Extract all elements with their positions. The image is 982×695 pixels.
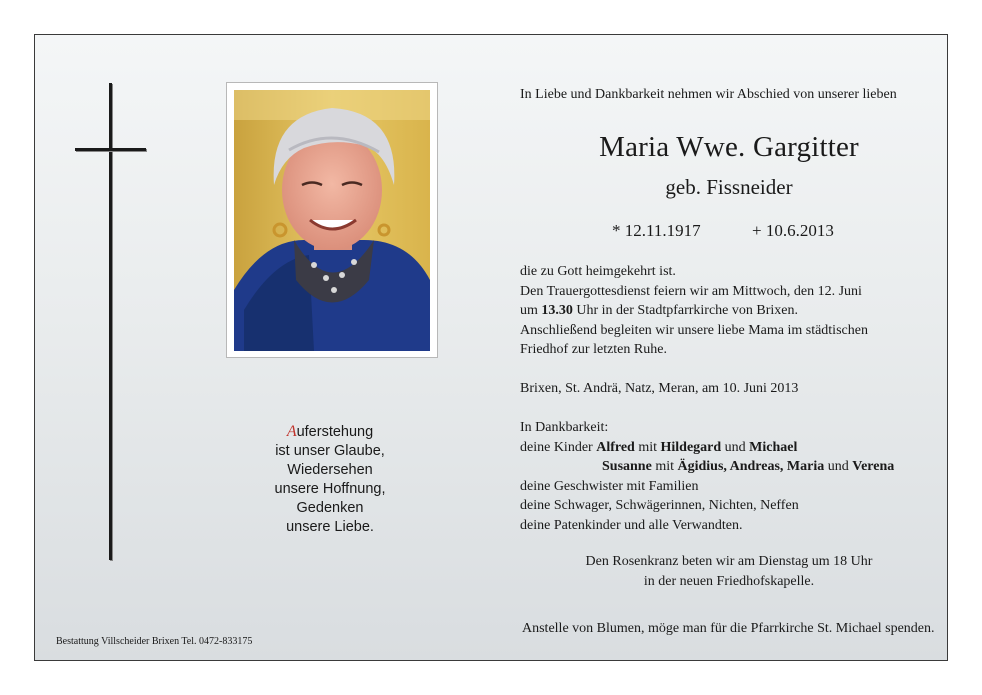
service-line-1: die zu Gott heimgekehrt ist. [520, 264, 676, 279]
connector-mit: mit [634, 439, 661, 455]
service-time: 13.30 [541, 303, 573, 318]
rosary-line-2: in der neuen Friedhofskapelle. [643, 573, 815, 589]
mourners-line-5: deine Patenkinder und alle Verwandten. [520, 517, 743, 533]
service-line-4: Anschließend begleiten wir unsere liebe Mama im städtischen [520, 322, 868, 338]
child-michael: Michael [749, 439, 798, 455]
maiden-name: geb. Fissneider [665, 175, 793, 199]
deceased-name: Maria Wwe. Gargitter [599, 131, 859, 163]
verse-line-1-rest: uferstehung [296, 424, 374, 440]
service-line-3 [520, 301, 868, 321]
memorial-verse [250, 422, 410, 537]
verse-line-3: Wiedersehen [287, 462, 373, 478]
undertaker-contact: Bestattung Villscheider Brixen Tel. 0472-833175 [56, 636, 253, 647]
verse-line-2: ist unser Glaube, [275, 443, 385, 459]
birth-date: * 12.11.1917 [612, 221, 701, 240]
verse-line-6: unsere Liebe. [286, 519, 374, 535]
mourners-children-line [520, 438, 894, 458]
cross-icon-crossbar [75, 148, 146, 151]
family-verena: Verena [852, 459, 895, 474]
verse-line-1 [250, 422, 410, 442]
portrait-photo [234, 90, 430, 351]
mourners-line-3: deine Geschwister mit Familien [520, 478, 699, 494]
service-line-2: Den Trauergottesdienst feiern wir am Mittwoch, den 12. Juni [520, 283, 862, 299]
service-line-3-pre: um [520, 303, 542, 318]
portrait-frame [226, 82, 438, 358]
service-line-5: Friedhof zur letzten Ruhe. [520, 342, 667, 357]
mourners-susanne-line [520, 457, 894, 477]
service-line-3-post: Uhr in der Stadtpfarrkirche von Brixen. [572, 303, 798, 318]
children-prefix: deine Kinder [520, 439, 597, 455]
donation-note: Anstelle von Blumen, möge man für die Pfarrkirche St. Michael spenden. [522, 621, 935, 636]
cross-icon [109, 83, 112, 560]
connector-und: und [721, 439, 750, 455]
connector-und-2: und [824, 459, 853, 474]
death-date: + 10.6.2013 [752, 221, 834, 240]
verse-initial: A [286, 423, 297, 440]
rosary-notice [520, 552, 938, 591]
child-alfred: Alfred [596, 439, 635, 455]
family-names: Ägidius, Andreas, Maria [677, 459, 825, 474]
verse-line-4: unsere Hoffnung, [274, 481, 386, 497]
mourners-heading: In Dankbarkeit: [520, 420, 609, 435]
child-susanne: Susanne [602, 459, 652, 474]
connector-mit-2: mit [651, 459, 678, 474]
verse-line-5: Gedenken [296, 500, 364, 516]
place-date: Brixen, St. Andrä, Natz, Meran, am 10. Juni 2013 [520, 381, 799, 396]
spouse-hildegard: Hildegard [660, 439, 722, 455]
rosary-line-1: Den Rosenkranz beten wir am Dienstag um 18 Uhr [585, 554, 873, 569]
intro-text: In Liebe und Dankbarkeit nehmen wir Abschied von unserer lieben [520, 87, 897, 102]
mourners-line-4: deine Schwager, Schwägerinnen, Nichten, Neffen [520, 498, 799, 513]
mourners-list [520, 418, 894, 535]
service-details [520, 262, 868, 360]
